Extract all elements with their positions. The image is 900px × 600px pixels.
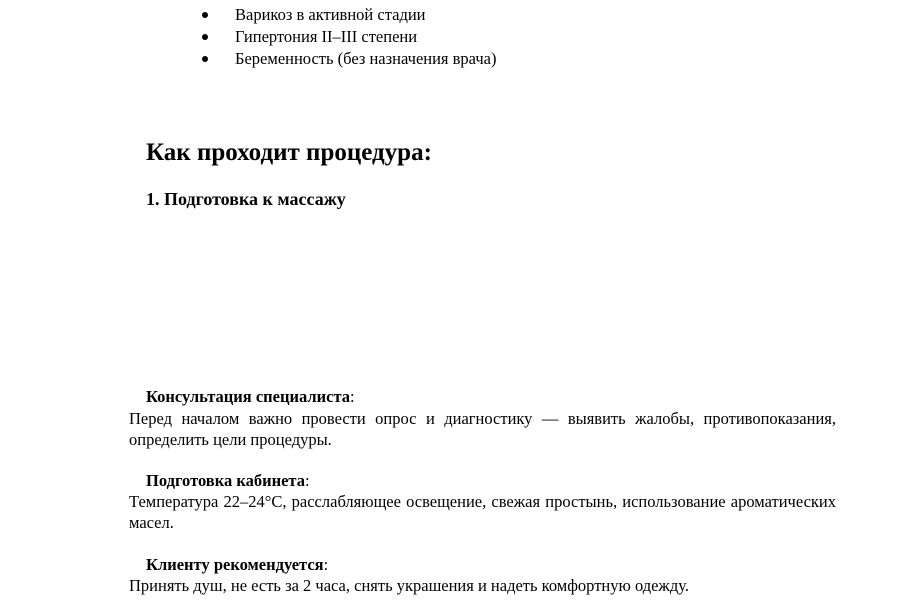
- section-heading: Как проходит процедура:: [146, 139, 432, 166]
- room-text: Температура 22–24°C, расслабляющее освещение, свежая простынь, использование ароматических масел.: [129, 492, 836, 532]
- client-label-text: Клиенту рекомендуется: [146, 555, 324, 574]
- room-label-text: Подготовка кабинета: [146, 471, 305, 490]
- bullet-icon: [202, 12, 208, 18]
- client-text: Принять душ, не есть за 2 часа, снять украшения и надеть комфортную одежду.: [129, 576, 689, 595]
- label-colon: :: [305, 471, 310, 490]
- consultation-text: Перед началом важно провести опрос и диагностику — выявить жалобы, противопоказания, определить цели процедуры.: [129, 409, 836, 449]
- label-colon: :: [350, 387, 355, 406]
- consultation-label: [146, 386, 355, 408]
- bullet-icon: [202, 56, 208, 62]
- consultation-label-text: Консультация специалиста: [146, 387, 351, 406]
- bullet-icon: [202, 34, 208, 40]
- list-item-text: Варикоз в активной стадии: [235, 5, 426, 24]
- list-item-text: Беременность (без назначения врача): [235, 49, 497, 68]
- step-heading: 1. Подготовка к массажу: [146, 189, 346, 209]
- label-colon: :: [323, 555, 329, 574]
- client-label: [146, 554, 328, 576]
- room-label: [146, 470, 310, 492]
- list-item-text: Гипертония II–III степени: [235, 27, 418, 46]
